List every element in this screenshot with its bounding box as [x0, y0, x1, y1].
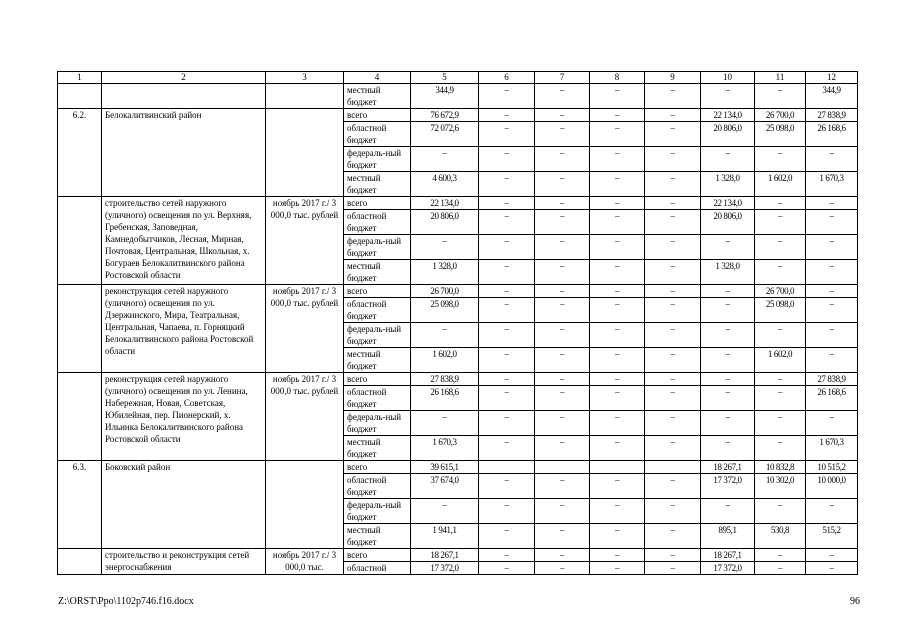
amount-cell: –: [806, 197, 858, 210]
amount-cell: 530,8: [755, 524, 806, 549]
amount-cell: –: [806, 285, 858, 298]
amount-cell: 17 372,0: [701, 562, 755, 575]
deadline-cost-cell: ноябрь 2017 г./ 3 000,0 тыс.: [266, 549, 344, 575]
amount-cell: 22 134,0: [701, 197, 755, 210]
funding-source-cell: местный бюджет: [344, 436, 411, 461]
amount-cell: –: [535, 562, 590, 575]
amount-cell: –: [535, 348, 590, 373]
amount-cell: –: [479, 298, 535, 323]
amount-cell: –: [590, 210, 645, 235]
amount-cell: –: [535, 147, 590, 172]
amount-cell: 27 838,9: [806, 109, 858, 122]
amount-cell: –: [755, 84, 806, 109]
amount-cell: –: [645, 210, 701, 235]
amount-cell: –: [806, 210, 858, 235]
row-number-cell: [58, 84, 102, 109]
amount-cell: –: [535, 172, 590, 197]
amount-cell: –: [590, 197, 645, 210]
deadline-cost-cell: ноябрь 2017 г./ 3 000,0 тыс. рублей: [266, 285, 344, 373]
funding-source-cell: областной бюджет: [344, 298, 411, 323]
table-row: [58, 549, 858, 562]
amount-cell: –: [535, 122, 590, 147]
amount-cell: –: [535, 436, 590, 461]
amount-cell: –: [701, 386, 755, 411]
amount-cell: –: [479, 386, 535, 411]
header-cell: 11: [755, 72, 806, 84]
table-row: [58, 373, 858, 386]
header-cell: 7: [535, 72, 590, 84]
amount-cell: 1 602,0: [755, 348, 806, 373]
amount-cell: 20 806,0: [701, 122, 755, 147]
funding-source-cell: всего: [344, 109, 411, 122]
amount-cell: –: [645, 84, 701, 109]
amount-cell: –: [479, 562, 535, 575]
funding-source-cell: областной бюджет: [344, 210, 411, 235]
amount-cell: 1 670,3: [806, 172, 858, 197]
amount-cell: –: [806, 235, 858, 260]
amount-cell: –: [755, 499, 806, 524]
amount-cell: –: [701, 348, 755, 373]
amount-cell: –: [535, 549, 590, 562]
amount-cell: 76 672,9: [411, 109, 479, 122]
table-row: [58, 84, 858, 109]
amount-cell: 10 000,0: [806, 474, 858, 499]
row-number-cell: [58, 285, 102, 373]
amount-cell: –: [645, 386, 701, 411]
amount-cell: –: [590, 474, 645, 499]
amount-cell: –: [590, 499, 645, 524]
amount-cell: –: [645, 411, 701, 436]
funding-source-cell: всего: [344, 285, 411, 298]
amount-cell: –: [806, 348, 858, 373]
amount-cell: –: [755, 562, 806, 575]
amount-cell: –: [590, 285, 645, 298]
amount-cell: –: [479, 172, 535, 197]
item-name-cell: реконструкция сетей наружного (уличного) освещения по ул. Дзержинского, Мира, Театральная, Центральная, Чапаева, п. Горняцкий Белокалитвинского района Ростовской области: [102, 285, 266, 373]
budget-table: [57, 71, 858, 575]
amount-cell: 18 267,1: [701, 461, 755, 474]
amount-cell: 344,9: [806, 84, 858, 109]
amount-cell: –: [806, 260, 858, 285]
amount-cell: 895,1: [701, 524, 755, 549]
amount-cell: –: [590, 298, 645, 323]
amount-cell: 17 372,0: [411, 562, 479, 575]
funding-source-cell: местный бюджет: [344, 524, 411, 549]
amount-cell: [535, 461, 590, 474]
funding-source-cell: федераль-ный бюджет: [344, 147, 411, 172]
amount-cell: 26 168,6: [806, 386, 858, 411]
amount-cell: –: [590, 323, 645, 348]
amount-cell: –: [645, 436, 701, 461]
funding-source-cell: областной бюджет: [344, 474, 411, 499]
funding-source-cell: всего: [344, 549, 411, 562]
amount-cell: 1 328,0: [411, 260, 479, 285]
amount-cell: –: [411, 323, 479, 348]
amount-cell: 1 670,3: [806, 436, 858, 461]
amount-cell: [645, 461, 701, 474]
amount-cell: –: [590, 147, 645, 172]
funding-source-cell: федераль-ный бюджет: [344, 499, 411, 524]
amount-cell: –: [479, 147, 535, 172]
amount-cell: 1 670,3: [411, 436, 479, 461]
amount-cell: –: [701, 323, 755, 348]
amount-cell: –: [755, 436, 806, 461]
amount-cell: –: [590, 235, 645, 260]
amount-cell: –: [755, 373, 806, 386]
funding-source-cell: областной бюджет: [344, 386, 411, 411]
amount-cell: –: [479, 499, 535, 524]
amount-cell: –: [590, 524, 645, 549]
amount-cell: –: [645, 348, 701, 373]
amount-cell: –: [755, 235, 806, 260]
amount-cell: 25 098,0: [411, 298, 479, 323]
amount-cell: –: [645, 549, 701, 562]
row-number-cell: 6.2.: [58, 109, 102, 197]
amount-cell: –: [701, 147, 755, 172]
header-cell: 5: [411, 72, 479, 84]
amount-cell: –: [755, 411, 806, 436]
amount-cell: 1 328,0: [701, 172, 755, 197]
amount-cell: –: [645, 172, 701, 197]
amount-cell: 25 098,0: [755, 122, 806, 147]
funding-source-cell: местный бюджет: [344, 172, 411, 197]
amount-cell: 344,9: [411, 84, 479, 109]
deadline-cost-cell: [266, 461, 344, 549]
amount-cell: –: [755, 386, 806, 411]
amount-cell: –: [806, 562, 858, 575]
amount-cell: –: [645, 524, 701, 549]
amount-cell: 72 072,6: [411, 122, 479, 147]
row-number-cell: [58, 549, 102, 575]
amount-cell: –: [645, 260, 701, 285]
deadline-cost-cell: [266, 109, 344, 197]
amount-cell: –: [806, 499, 858, 524]
header-cell: 10: [701, 72, 755, 84]
amount-cell: –: [590, 562, 645, 575]
amount-cell: –: [806, 147, 858, 172]
amount-cell: –: [755, 210, 806, 235]
amount-cell: 26 700,0: [755, 285, 806, 298]
amount-cell: –: [479, 524, 535, 549]
amount-cell: –: [701, 373, 755, 386]
amount-cell: –: [479, 373, 535, 386]
amount-cell: –: [535, 285, 590, 298]
amount-cell: –: [701, 235, 755, 260]
amount-cell: 26 168,6: [806, 122, 858, 147]
amount-cell: –: [645, 323, 701, 348]
amount-cell: –: [590, 260, 645, 285]
amount-cell: –: [701, 84, 755, 109]
amount-cell: –: [590, 386, 645, 411]
amount-cell: 10 515,2: [806, 461, 858, 474]
amount-cell: –: [535, 260, 590, 285]
row-number-cell: 6.3.: [58, 461, 102, 549]
header-cell: 12: [806, 72, 858, 84]
table-row: [58, 285, 858, 298]
amount-cell: 10 832,8: [755, 461, 806, 474]
header-row: [58, 72, 858, 84]
amount-cell: –: [701, 411, 755, 436]
page-number: 96: [850, 596, 860, 607]
amount-cell: –: [806, 549, 858, 562]
amount-cell: 4 600,3: [411, 172, 479, 197]
amount-cell: –: [701, 499, 755, 524]
item-name-cell: строительство сетей наружного (уличного) освещения по ул. Верхняя, Гребенская, Заповедная, Камнедобытчиков, Лесная, Мирная, Почтовая, Центральная, Школьная, х. Богураев Белокалитвинского района Ростовской области: [102, 197, 266, 285]
item-name-cell: [102, 84, 266, 109]
amount-cell: 26 700,0: [755, 109, 806, 122]
funding-source-cell: местный бюджет: [344, 84, 411, 109]
amount-cell: –: [701, 436, 755, 461]
amount-cell: 10 302,0: [755, 474, 806, 499]
amount-cell: –: [479, 197, 535, 210]
amount-cell: –: [590, 109, 645, 122]
amount-cell: –: [590, 436, 645, 461]
amount-cell: –: [755, 260, 806, 285]
funding-source-cell: федераль-ный бюджет: [344, 411, 411, 436]
deadline-cost-cell: [266, 84, 344, 109]
amount-cell: –: [590, 348, 645, 373]
amount-cell: –: [590, 373, 645, 386]
funding-source-cell: федераль-ный бюджет: [344, 235, 411, 260]
funding-source-cell: местный бюджет: [344, 260, 411, 285]
amount-cell: –: [645, 285, 701, 298]
amount-cell: –: [590, 549, 645, 562]
item-name-cell: Белокалитвинский район: [102, 109, 266, 197]
amount-cell: 1 602,0: [755, 172, 806, 197]
deadline-cost-cell: ноябрь 2017 г./ 3 000,0 тыс. рублей: [266, 373, 344, 461]
amount-cell: –: [535, 84, 590, 109]
table-row: [58, 197, 858, 210]
header-cell: 8: [590, 72, 645, 84]
amount-cell: –: [479, 109, 535, 122]
amount-cell: 515,2: [806, 524, 858, 549]
row-number-cell: [58, 373, 102, 461]
amount-cell: –: [479, 122, 535, 147]
amount-cell: –: [535, 235, 590, 260]
header-cell: 3: [266, 72, 344, 84]
table-row: [58, 109, 858, 122]
amount-cell: –: [535, 373, 590, 386]
amount-cell: –: [535, 524, 590, 549]
amount-cell: [479, 461, 535, 474]
item-name-cell: реконструкция сетей наружного (уличного) освещения по ул. Ленина, Набережная, Новая, Советская, Юбилейная, пер. Пионерский, х. Ильинка Белокалитвинского района Ростовской области: [102, 373, 266, 461]
amount-cell: –: [535, 386, 590, 411]
header-cell: 1: [58, 72, 102, 84]
amount-cell: –: [590, 84, 645, 109]
amount-cell: 1 602,0: [411, 348, 479, 373]
amount-cell: –: [755, 323, 806, 348]
amount-cell: –: [535, 210, 590, 235]
item-name-cell: строительство и реконструкция сетей энергоснабжения: [102, 549, 266, 575]
row-number-cell: [58, 197, 102, 285]
amount-cell: –: [645, 197, 701, 210]
amount-cell: –: [479, 474, 535, 499]
amount-cell: –: [645, 109, 701, 122]
amount-cell: –: [479, 235, 535, 260]
amount-cell: 1 328,0: [701, 260, 755, 285]
amount-cell: [590, 461, 645, 474]
funding-source-cell: областной: [344, 562, 411, 575]
amount-cell: –: [535, 499, 590, 524]
amount-cell: 20 806,0: [411, 210, 479, 235]
amount-cell: –: [479, 84, 535, 109]
amount-cell: –: [590, 172, 645, 197]
funding-source-cell: областной бюджет: [344, 122, 411, 147]
funding-source-cell: всего: [344, 197, 411, 210]
header-cell: 4: [344, 72, 411, 84]
funding-source-cell: всего: [344, 373, 411, 386]
amount-cell: –: [590, 411, 645, 436]
amount-cell: –: [535, 474, 590, 499]
amount-cell: –: [535, 109, 590, 122]
amount-cell: –: [701, 298, 755, 323]
amount-cell: –: [479, 348, 535, 373]
amount-cell: –: [479, 260, 535, 285]
amount-cell: –: [479, 549, 535, 562]
amount-cell: 25 098,0: [755, 298, 806, 323]
amount-cell: –: [535, 298, 590, 323]
header-cell: 6: [479, 72, 535, 84]
amount-cell: 17 372,0: [701, 474, 755, 499]
item-name-cell: Боковский район: [102, 461, 266, 549]
amount-cell: –: [701, 285, 755, 298]
amount-cell: 22 134,0: [701, 109, 755, 122]
amount-cell: 39 615,1: [411, 461, 479, 474]
amount-cell: –: [590, 122, 645, 147]
amount-cell: –: [645, 373, 701, 386]
amount-cell: –: [411, 147, 479, 172]
amount-cell: –: [645, 298, 701, 323]
amount-cell: –: [479, 323, 535, 348]
amount-cell: –: [645, 122, 701, 147]
amount-cell: –: [411, 235, 479, 260]
amount-cell: 26 700,0: [411, 285, 479, 298]
deadline-cost-cell: ноябрь 2017 г./ 3 000,0 тыс. рублей: [266, 197, 344, 285]
amount-cell: –: [645, 474, 701, 499]
footer-file-path: Z:\ORST\Ppo\1102p746.f16.docx: [58, 596, 194, 607]
amount-cell: –: [645, 147, 701, 172]
amount-cell: 18 267,1: [411, 549, 479, 562]
amount-cell: –: [479, 210, 535, 235]
amount-cell: –: [535, 197, 590, 210]
funding-source-cell: местный бюджет: [344, 348, 411, 373]
amount-cell: –: [755, 147, 806, 172]
amount-cell: –: [645, 499, 701, 524]
header-cell: 9: [645, 72, 701, 84]
amount-cell: –: [479, 285, 535, 298]
amount-cell: 20 806,0: [701, 210, 755, 235]
amount-cell: –: [755, 549, 806, 562]
amount-cell: 27 838,9: [806, 373, 858, 386]
amount-cell: –: [755, 197, 806, 210]
amount-cell: –: [535, 411, 590, 436]
amount-cell: –: [806, 411, 858, 436]
amount-cell: –: [806, 323, 858, 348]
amount-cell: –: [645, 562, 701, 575]
amount-cell: –: [535, 323, 590, 348]
funding-source-cell: всего: [344, 461, 411, 474]
amount-cell: 1 941,1: [411, 524, 479, 549]
amount-cell: –: [411, 499, 479, 524]
amount-cell: –: [645, 235, 701, 260]
amount-cell: –: [479, 411, 535, 436]
amount-cell: 18 267,1: [701, 549, 755, 562]
amount-cell: 37 674,0: [411, 474, 479, 499]
funding-source-cell: федераль-ный бюджет: [344, 323, 411, 348]
amount-cell: 22 134,0: [411, 197, 479, 210]
amount-cell: 26 168,6: [411, 386, 479, 411]
amount-cell: 27 838,9: [411, 373, 479, 386]
table-row: [58, 461, 858, 474]
amount-cell: –: [479, 436, 535, 461]
amount-cell: –: [806, 298, 858, 323]
amount-cell: –: [411, 411, 479, 436]
header-cell: 2: [102, 72, 266, 84]
